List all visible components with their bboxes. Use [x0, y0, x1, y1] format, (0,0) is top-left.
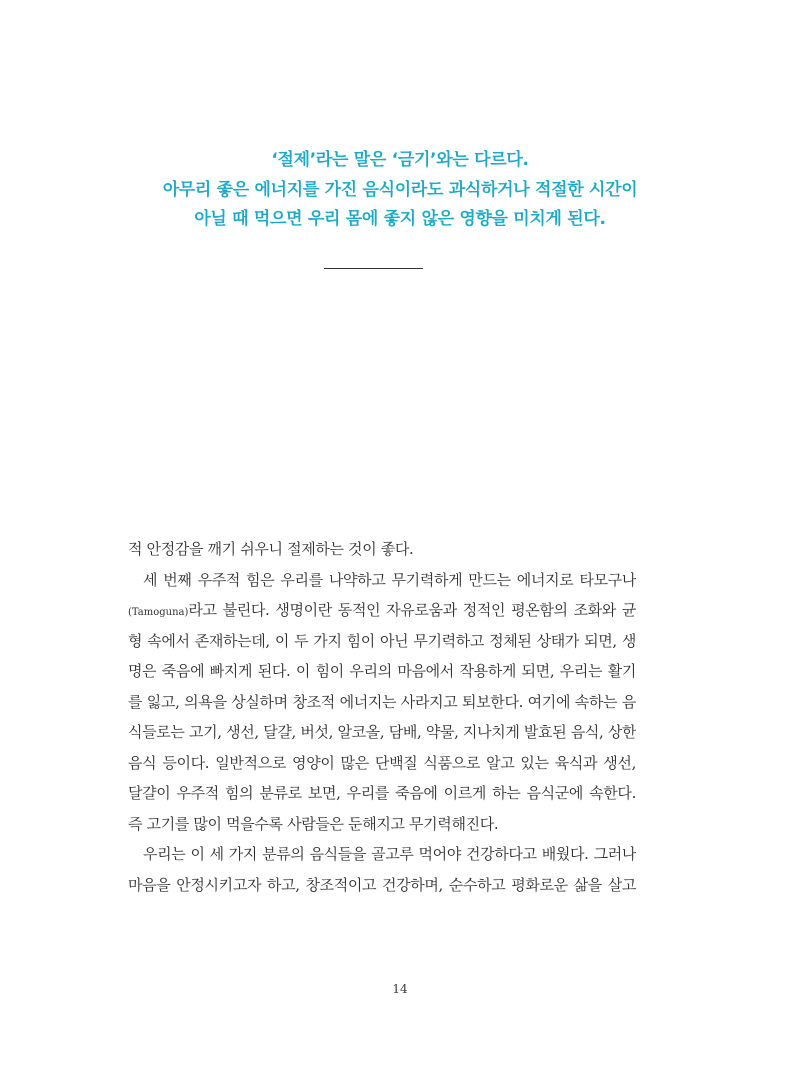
body-line: 우리는 이 세 가지 분류의 음식들을 골고루 먹어야 건강하다고 배웠다. 그러나 — [143, 845, 636, 863]
body-line: 를 잃고, 의욕을 상실하며 창조적 에너지는 사라지고 퇴보한다. 여기에 속하는 음 — [128, 692, 636, 711]
body-line-composite — [128, 595, 636, 626]
body-line: 마음을 안정시키고자 하고, 창조적이고 건강하며, 순수하고 평화로운 삶을 살고 — [128, 875, 636, 894]
body-text — [128, 534, 636, 900]
quote-line: ‘절제’라는 말은 ‘금기’와는 다르다. — [271, 150, 529, 170]
body-line: 달걀이 우주적 힘의 분류로 보면, 우리를 죽음에 이르게 하는 음식군에 속한다. — [128, 784, 636, 802]
page-number: 14 — [392, 982, 408, 996]
body-line: 적 안정감을 깨기 쉬우니 절제하는 것이 좋다. — [128, 540, 414, 558]
body-line: 명은 죽음에 빠지게 된다. 이 힘이 우리의 마음에서 작용하게 되면, 우리는 활기 — [128, 662, 636, 680]
quote-line: 아무리 좋은 에너지를 가진 음식이라도 과식하거나 적절한 시간이 — [162, 179, 638, 200]
latin-term: (Tamoguna) — [128, 607, 189, 618]
highlight-quote — [0, 146, 800, 235]
body-line: 식들로는 고기, 생선, 달걀, 버섯, 알코올, 담배, 약물, 지나치게 발효된 음식, 상한 — [128, 723, 636, 741]
body-line: 음식 등이다. 일반적으로 영양이 많은 단백질 식품으로 알고 있는 육식과 생선, — [128, 753, 636, 772]
divider — [324, 268, 423, 269]
quote-line: 아닐 때 먹으면 우리 몸에 좋지 않은 영향을 미치게 된다. — [194, 209, 606, 229]
body-line: 세 번째 우주적 힘은 우리를 나약하고 무기력하게 만드는 에너지로 타모구나 — [143, 570, 636, 589]
body-line: 즉 고기를 많이 먹을수록 사람들은 둔해지고 무기력해진다. — [128, 814, 499, 833]
body-line-text: 라고 불린다. 생명이란 동적인 자유로움과 정적인 평온함의 조화와 균 — [188, 601, 636, 619]
body-line: 형 속에서 존재하는데, 이 두 가지 힘이 아닌 무기력하고 정체된 상태가 되면, 생 — [128, 631, 636, 650]
